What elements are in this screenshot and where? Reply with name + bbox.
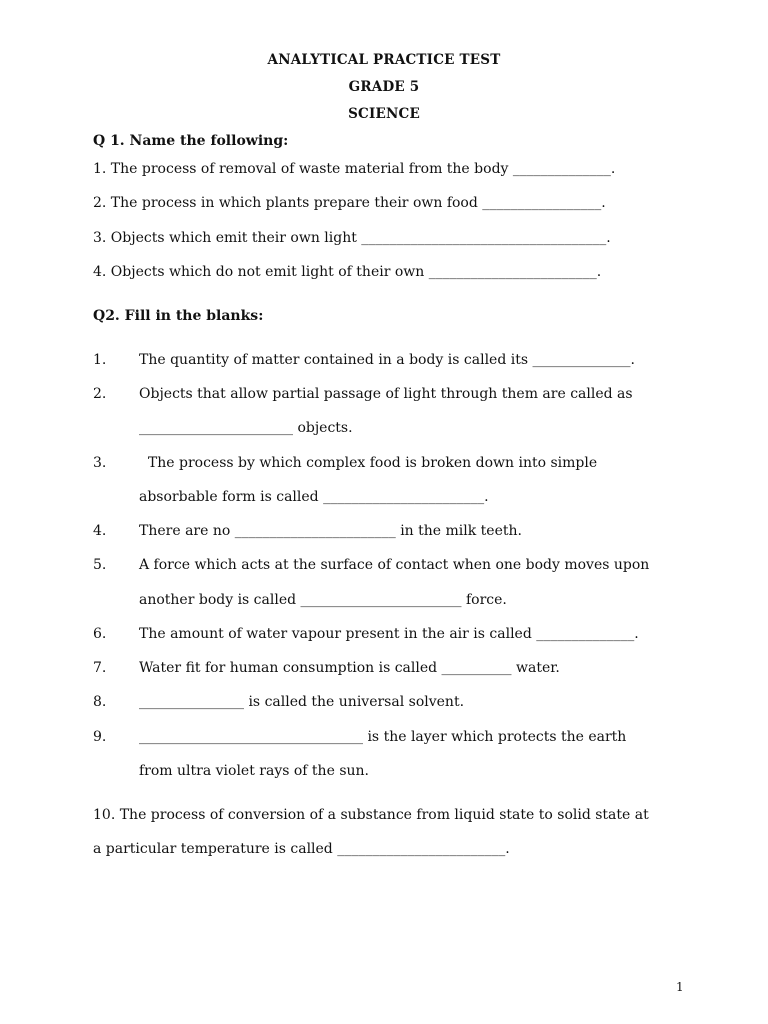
q2-item-8-number: 8. bbox=[93, 694, 107, 710]
q2-item-5-text: A force which acts at the surface of contact when one body moves upon bbox=[139, 557, 650, 573]
q1-item-3: 3. Objects which emit their own light ___________________________________. bbox=[93, 230, 611, 246]
q2-title: Q2. Fill in the blanks: bbox=[93, 308, 264, 324]
q2-item-9-number: 9. bbox=[93, 729, 107, 745]
q2-item-3-text: The process by which complex food is broken down into simple bbox=[139, 455, 598, 471]
q2-item-2-number: 2. bbox=[93, 386, 107, 402]
q2-item-1-number: 1. bbox=[93, 352, 107, 368]
q2-item-2-text: Objects that allow partial passage of light through them are called as bbox=[139, 386, 633, 402]
q2-item-7-number: 7. bbox=[93, 660, 107, 676]
subject-heading: SCIENCE bbox=[348, 106, 420, 122]
q2-item-3-number: 3. bbox=[93, 455, 107, 471]
test-title: ANALYTICAL PRACTICE TEST bbox=[267, 52, 501, 68]
q1-item-1: 1. The process of removal of waste material from the body ______________. bbox=[93, 161, 616, 177]
q2-item-10-text: 10. The process of conversion of a substance from liquid state to solid state at bbox=[93, 807, 649, 823]
q2-item-7-text: Water fit for human consumption is called __________ water. bbox=[139, 660, 560, 676]
q2-item-10-text-cont: a particular temperature is called ________________________. bbox=[93, 841, 510, 857]
q2-item-8-text: _______________ is called the universal solvent. bbox=[139, 694, 465, 710]
q2-item-5-text-cont: another body is called _______________________ force. bbox=[139, 592, 507, 608]
q2-item-2-text-cont: ______________________ objects. bbox=[139, 420, 353, 436]
q2-item-6-number: 6. bbox=[93, 626, 107, 642]
q2-item-1-text: The quantity of matter contained in a body is called its ______________. bbox=[139, 352, 635, 368]
q1-item-2: 2. The process in which plants prepare their own food _________________. bbox=[93, 195, 606, 211]
q2-item-5-number: 5. bbox=[93, 557, 107, 573]
q2-item-9-text: ________________________________ is the layer which protects the earth bbox=[139, 729, 627, 745]
q2-item-4-number: 4. bbox=[93, 523, 107, 539]
q2-item-9-text-cont: from ultra violet rays of the sun. bbox=[139, 763, 369, 779]
page-number: 1 bbox=[676, 980, 684, 994]
q1-title: Q 1. Name the following: bbox=[93, 133, 289, 149]
q1-item-4: 4. Objects which do not emit light of their own ________________________. bbox=[93, 264, 602, 280]
q2-item-4-text: There are no _______________________ in the milk teeth. bbox=[139, 523, 522, 539]
q2-item-3-text-cont: absorbable form is called _______________________. bbox=[139, 489, 489, 505]
grade-heading: GRADE 5 bbox=[348, 79, 420, 95]
q2-item-6-text: The amount of water vapour present in the air is called ______________. bbox=[139, 626, 639, 642]
